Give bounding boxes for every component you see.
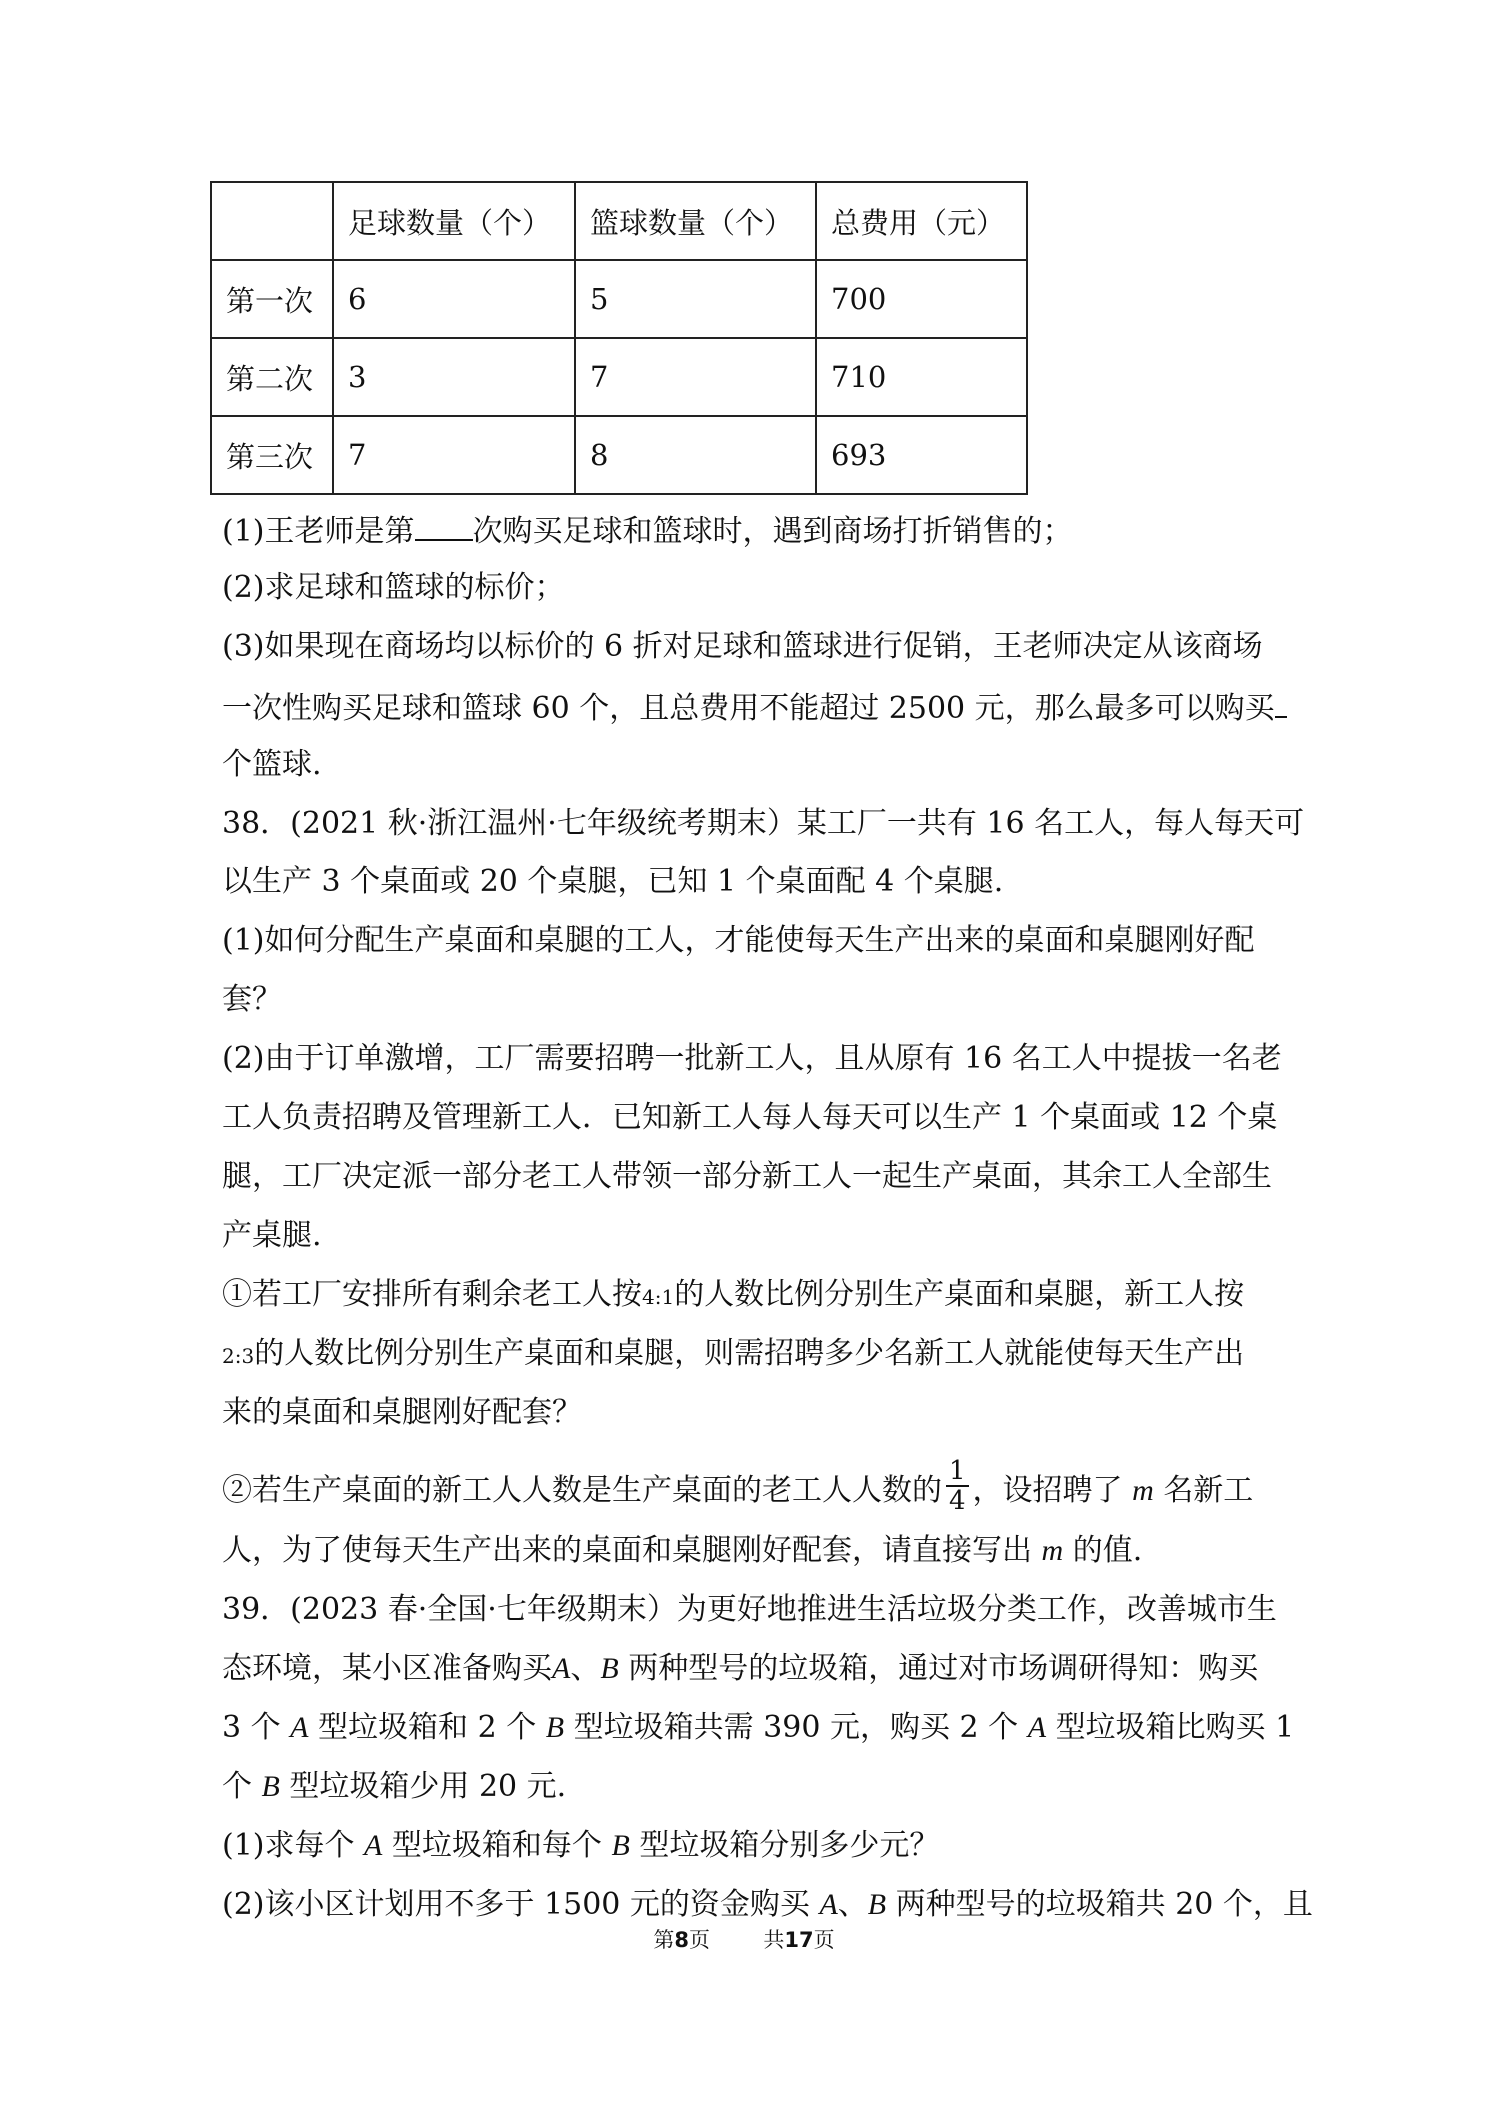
q37-part3-line1: (3)如果现在商场均以标价的 6 折对足球和篮球进行促销，王老师决定从该商场 xyxy=(222,629,1263,664)
table-cell: 700 xyxy=(816,260,1027,338)
q39-part2-line1: (2)该小区计划用不多于 1500 元的资金购买 A、B 两种型号的垃圾箱共 20 个，且 xyxy=(222,1887,1313,1922)
table-cell: 5 xyxy=(575,260,816,338)
q39-stem-line1: 39．(2023 春·全国·七年级期末）为更好地推进生活垃圾分类工作，改善城市生 xyxy=(222,1592,1277,1627)
q38-part2-line4: 产桌腿. xyxy=(222,1218,322,1253)
math-variable: B xyxy=(545,1711,565,1744)
math-variable: A xyxy=(364,1829,383,1862)
fraction xyxy=(946,1457,969,1515)
table-row xyxy=(211,260,1027,338)
q38-part1-line2: 套？ xyxy=(222,982,282,1017)
q38-stem-line1: 38．(2021 秋·浙江温州·七年级统考期末）某工厂一共有 16 名工人，每人每天可 xyxy=(222,806,1305,841)
table-row xyxy=(211,416,1027,494)
table-cell: 6 xyxy=(333,260,575,338)
q38-sub1-line3: 来的桌面和桌腿刚好配套？ xyxy=(222,1395,582,1430)
table-cell: 3 xyxy=(333,338,575,416)
math-variable: B xyxy=(611,1829,630,1862)
purchase-table xyxy=(210,181,1028,495)
table-row-label: 第一次 xyxy=(211,260,333,338)
math-variable: A xyxy=(552,1652,571,1685)
table-cell: 7 xyxy=(575,338,816,416)
q38-part1-line1: (1)如何分配生产桌面和桌腿的工人，才能使每天生产出来的桌面和桌腿刚好配 xyxy=(222,923,1255,958)
q38-sub1-line1: ①若工厂安排所有剩余老工人按4:1的人数比例分别生产桌面和桌腿，新工人按 xyxy=(222,1277,1245,1312)
math-variable: m xyxy=(1132,1474,1154,1507)
answer-blank xyxy=(415,509,473,541)
table-header-cell: 总费用（元） xyxy=(816,182,1027,260)
ratio-value: 4:1 xyxy=(642,1285,675,1309)
fraction-numerator: 1 xyxy=(946,1457,969,1487)
q37-part3-line2: 一次性购买足球和篮球 60 个，且总费用不能超过 2500 元，那么最多可以购买 xyxy=(222,686,1287,729)
fraction-denominator: 4 xyxy=(949,1486,966,1516)
table-cell: 7 xyxy=(333,416,575,494)
table-row xyxy=(211,338,1027,416)
table-header-cell: 篮球数量（个） xyxy=(575,182,816,260)
ratio-value: 2:3 xyxy=(222,1344,255,1368)
q38-part2-line1: (2)由于订单激增，工厂需要招聘一批新工人，且从原有 16 名工人中提拔一名老 xyxy=(222,1041,1282,1076)
q39-part1: (1)求每个 A 型垃圾箱和每个 B 型垃圾箱分别多少元？ xyxy=(222,1828,940,1863)
table-header-row xyxy=(211,182,1027,260)
table-cell: 693 xyxy=(816,416,1027,494)
math-variable: A xyxy=(819,1888,838,1921)
math-variable: B xyxy=(261,1770,280,1803)
q39-stem-line2: 态环境，某小区准备购买A、B 两种型号的垃圾箱，通过对市场调研得知：购买 xyxy=(222,1651,1259,1686)
q38-sub1-line2: 2:3的人数比例分别生产桌面和桌腿，则需招聘多少名新工人就能使每天生产出 xyxy=(222,1336,1245,1371)
table-cell: 710 xyxy=(816,338,1027,416)
page-number: 第8页 xyxy=(653,1928,710,1952)
math-variable: B xyxy=(600,1652,619,1685)
table-row-label: 第三次 xyxy=(211,416,333,494)
q38-sub2-line2: 人，为了使每天生产出来的桌面和桌腿刚好配套，请直接写出 m 的值. xyxy=(222,1533,1143,1568)
q38-stem-line2: 以生产 3 个桌面或 20 个桌腿，已知 1 个桌面配 4 个桌腿. xyxy=(222,864,1004,899)
q37-part1: (1)王老师是第 次购买足球和篮球时，遇到商场打折销售的； xyxy=(222,509,1073,552)
q38-part2-line2: 工人负责招聘及管理新工人．已知新工人每人每天可以生产 1 个桌面或 12 个桌 xyxy=(222,1100,1278,1135)
math-variable: B xyxy=(867,1888,887,1921)
page-footer xyxy=(0,1924,1488,1954)
q38-sub2-line1: ②若生产桌面的新工人人数是生产桌面的老工人人数的 $\frac{1}{4}$ ，设招聘了 m 名新工 xyxy=(222,1456,1254,1516)
table-cell: 8 xyxy=(575,416,816,494)
q37-part3-line3: 个篮球. xyxy=(222,747,322,782)
total-pages: 共17页 xyxy=(763,1928,835,1952)
q38-part2-line3: 腿，工厂决定派一部分老工人带领一部分新工人一起生产桌面，其余工人全部生 xyxy=(222,1159,1272,1194)
table-header-cell: 足球数量（个） xyxy=(333,182,575,260)
math-variable: A xyxy=(290,1711,309,1744)
q37-part2: (2)求足球和篮球的标价； xyxy=(222,570,565,605)
q39-stem-line3: 3 个 A 型垃圾箱和 2 个 B 型垃圾箱共需 390 元，购买 2 个 A 型垃圾箱比购买 1 xyxy=(222,1710,1295,1745)
math-variable: A xyxy=(1027,1711,1047,1744)
math-variable: m xyxy=(1041,1534,1064,1567)
answer-blank xyxy=(1275,686,1287,718)
table-row-label: 第二次 xyxy=(211,338,333,416)
table-header-cell xyxy=(211,182,333,260)
q39-stem-line4: 个 B 型垃圾箱少用 20 元. xyxy=(222,1769,567,1804)
